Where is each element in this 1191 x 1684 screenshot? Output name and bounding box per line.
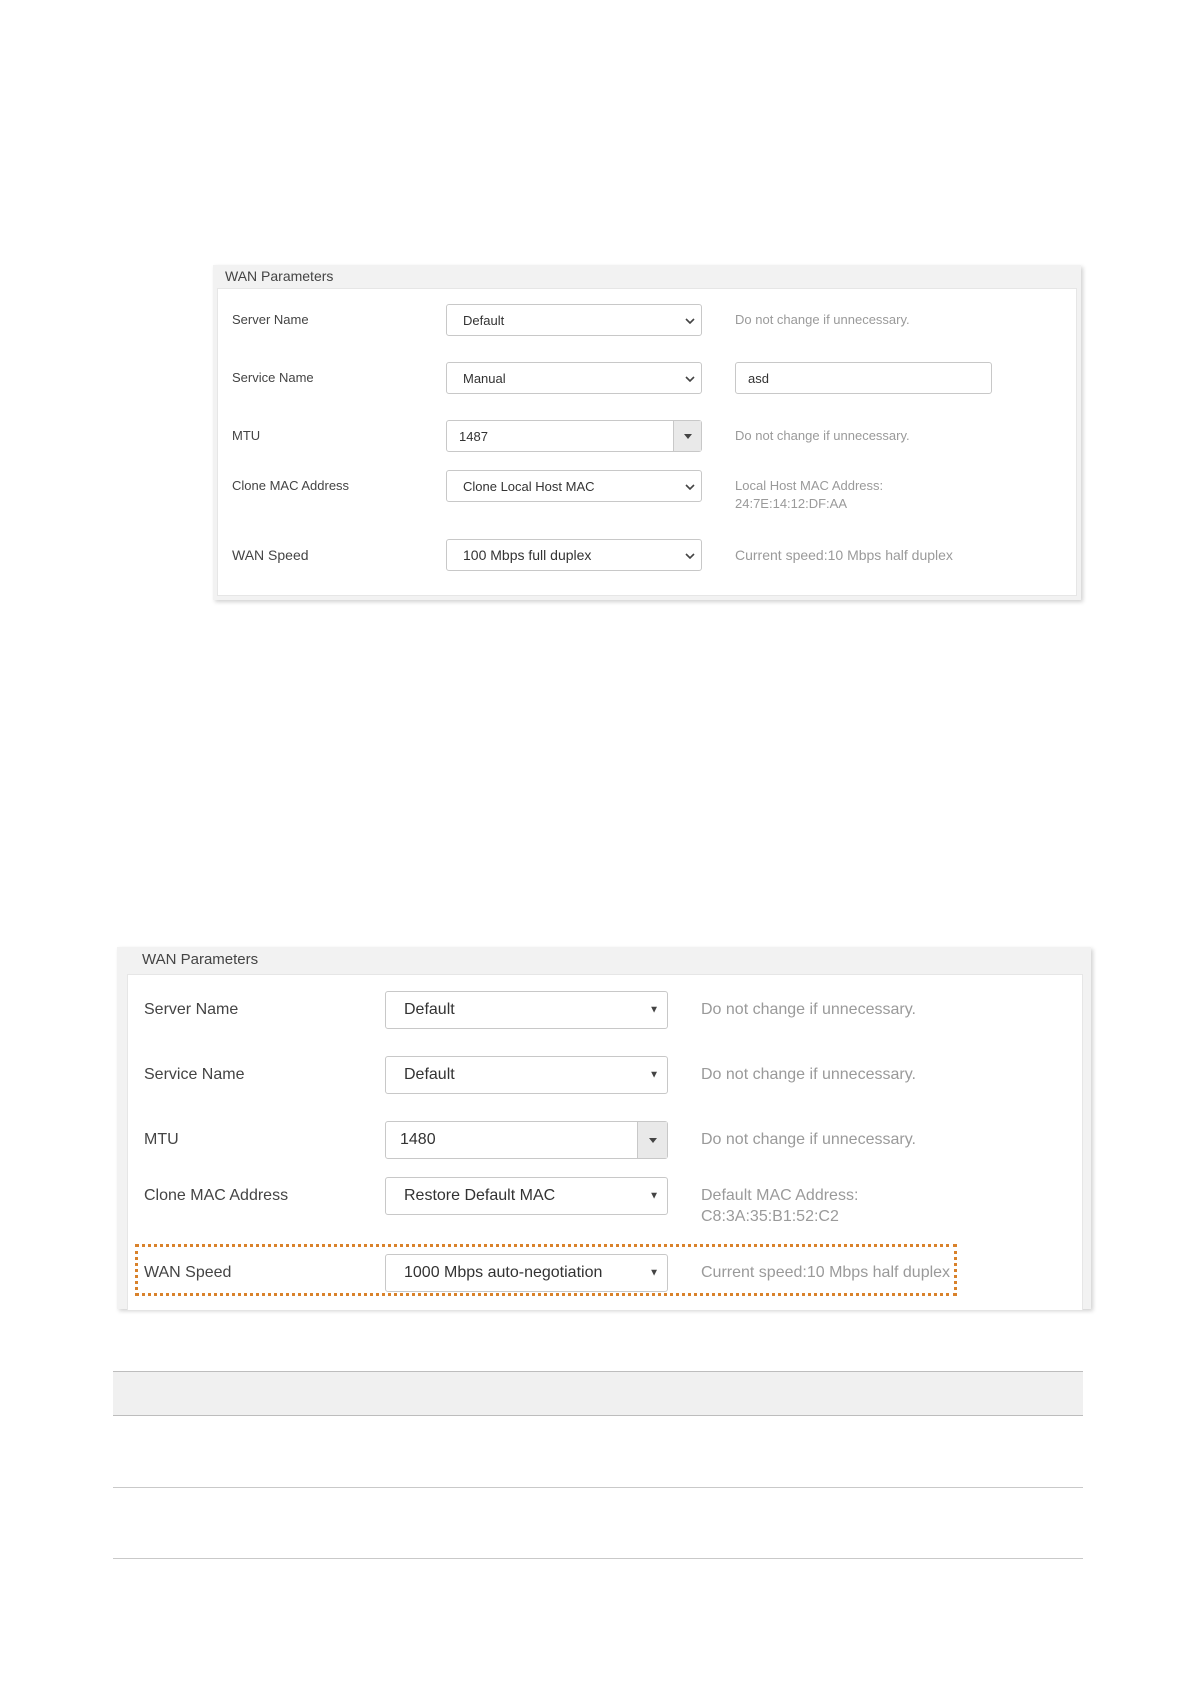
clone-mac-select[interactable]: [385, 1177, 668, 1215]
mtu-combobox[interactable]: [385, 1121, 668, 1159]
caret-down-icon: [684, 434, 692, 439]
mtu-hint: Do not change if unnecessary.: [735, 428, 910, 443]
clone-mac-select[interactable]: [446, 470, 702, 502]
clone-mac-hint-line2: 24:7E:14:12:DF:AA: [735, 496, 848, 511]
mtu-dropdown-button[interactable]: [673, 421, 701, 451]
caret-down-icon: ▼: [649, 1190, 659, 1202]
clone-mac-hint-line1: Default MAC Address:: [701, 1187, 859, 1204]
caret-down-icon: ▼: [649, 1267, 659, 1279]
panel-body: [217, 288, 1077, 596]
wan-speed-label: WAN Speed: [144, 1264, 232, 1281]
clone-mac-value: Clone Local Host MAC: [463, 478, 595, 494]
clone-mac-value: Restore Default MAC: [404, 1187, 556, 1204]
chevron-down-icon: [685, 546, 695, 564]
table-row-divider: [113, 1558, 1083, 1559]
wan-speed-value: 100 Mbps full duplex: [463, 547, 592, 563]
wan-speed-hint: Current speed:10 Mbps half duplex: [735, 547, 953, 563]
service-name-input-value: asd: [748, 370, 769, 386]
table-header-row: [113, 1371, 1083, 1416]
server-name-value: Default: [404, 1001, 455, 1018]
wan-speed-hint: Current speed:10 Mbps half duplex: [701, 1264, 951, 1281]
caret-down-icon: [649, 1138, 657, 1143]
server-name-value: Default: [463, 312, 505, 328]
clone-mac-hint-line2: C8:3A:35:B1:52:C2: [701, 1208, 839, 1225]
panel-body: [127, 974, 1083, 1310]
mtu-dropdown-button[interactable]: [637, 1122, 667, 1158]
wan-speed-select[interactable]: [446, 539, 702, 571]
clone-mac-label: Clone MAC Address: [232, 478, 350, 493]
wan-speed-value: 1000 Mbps auto-negotiation: [404, 1264, 603, 1281]
mtu-label: MTU: [144, 1131, 179, 1148]
wan-speed-select[interactable]: [385, 1254, 668, 1292]
caret-down-icon: ▼: [649, 1004, 659, 1016]
server-name-select[interactable]: [446, 304, 702, 336]
mtu-value: 1487: [459, 428, 488, 444]
service-name-select[interactable]: [446, 362, 702, 394]
wan-parameters-panel-1: [213, 265, 1081, 600]
server-name-label: Server Name: [144, 1001, 239, 1018]
server-name-select[interactable]: [385, 991, 668, 1029]
server-name-hint: Do not change if unnecessary.: [701, 1001, 916, 1018]
mtu-value: 1480: [400, 1131, 436, 1148]
caret-down-icon: ▼: [649, 1069, 659, 1081]
service-name-label: Service Name: [232, 370, 314, 385]
mtu-combobox[interactable]: [446, 420, 702, 452]
service-name-hint: Do not change if unnecessary.: [701, 1066, 916, 1083]
server-name-hint: Do not change if unnecessary.: [735, 312, 910, 327]
server-name-label: Server Name: [232, 312, 309, 327]
service-name-value: Default: [404, 1066, 455, 1083]
mtu-hint: Do not change if unnecessary.: [701, 1131, 916, 1148]
panel-title: WAN Parameters: [142, 951, 259, 968]
mtu-label: MTU: [232, 428, 261, 443]
service-name-value: Manual: [463, 370, 506, 386]
clone-mac-label: Clone MAC Address: [144, 1187, 289, 1204]
chevron-down-icon: [685, 311, 695, 329]
wan-parameters-panel-2: [117, 947, 1091, 1309]
panel-title: WAN Parameters: [225, 268, 334, 284]
table-row-divider: [113, 1487, 1083, 1488]
service-name-label: Service Name: [144, 1066, 245, 1083]
wan-speed-label: WAN Speed: [232, 547, 309, 563]
chevron-down-icon: [685, 477, 695, 495]
service-name-input[interactable]: [735, 362, 992, 394]
service-name-select[interactable]: [385, 1056, 668, 1094]
clone-mac-hint-line1: Local Host MAC Address:: [735, 478, 884, 493]
chevron-down-icon: [685, 369, 695, 387]
